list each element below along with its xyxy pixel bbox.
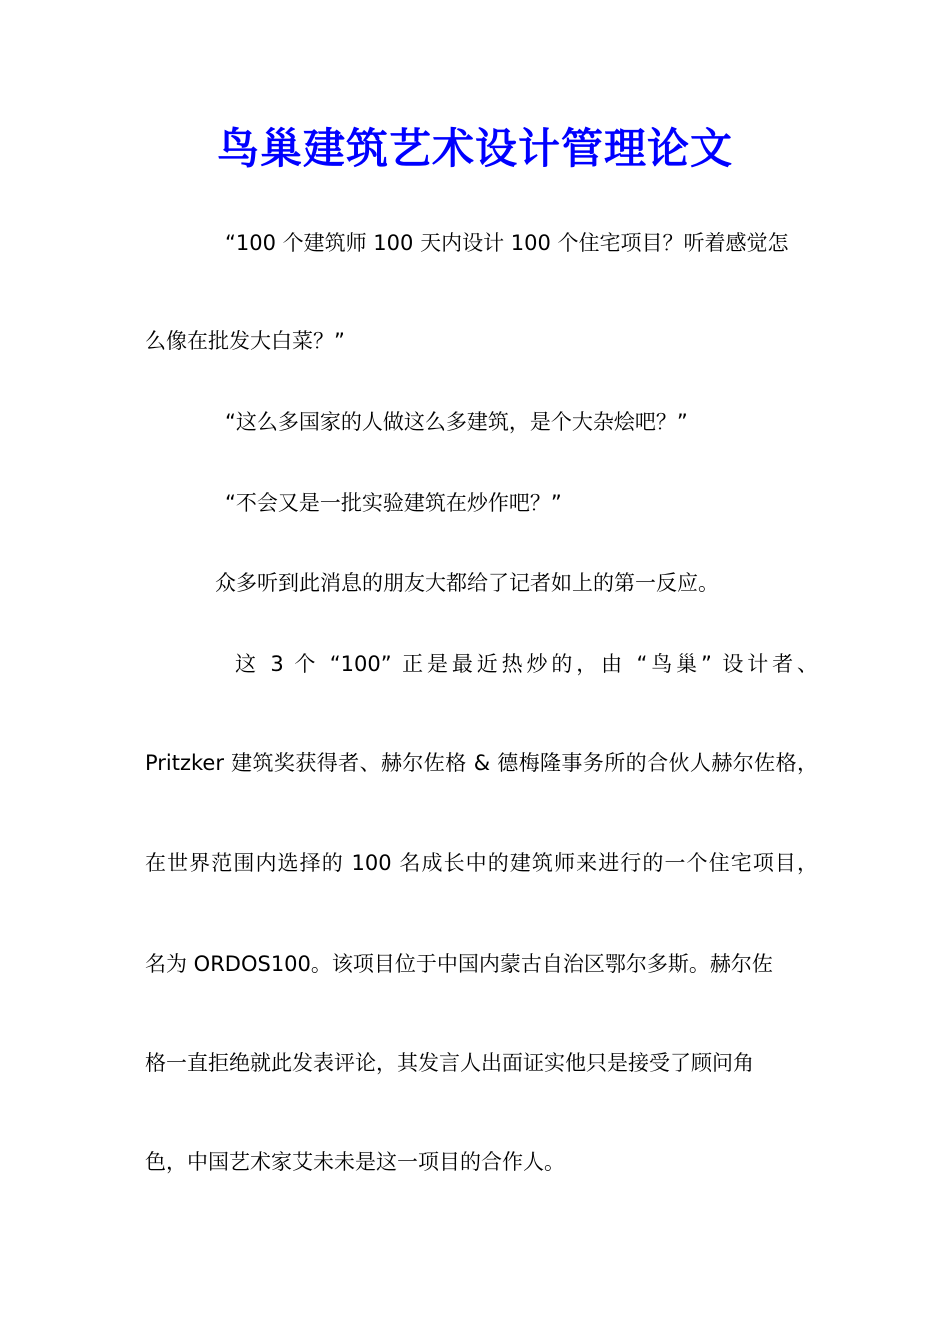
paragraph-line: 众多听到此消息的朋友大都给了记者如上的第一反应。: [215, 571, 719, 595]
paragraph-line: 么像在批发大白菜？”: [145, 329, 345, 353]
paragraph-line: 格一直拒绝就此发表评论，其发言人出面证实他只是接受了顾问角: [145, 1051, 754, 1075]
paragraph-line: “这么多国家的人做这么多建筑，是个大杂烩吧？”: [225, 410, 688, 434]
paragraph-line: 名为 ORDOS100。该项目位于中国内蒙古自治区鄂尔多斯。赫尔佐: [145, 952, 773, 976]
paragraph-line: 色，中国艺术家艾未未是这一项目的合作人。: [145, 1150, 565, 1174]
paragraph-line: 在世界范围内选择的 100 名成长中的建筑师来进行的一个住宅项目，: [145, 851, 818, 875]
paragraph-line: “100 个建筑师 100 天内设计 100 个住宅项目？听着感觉怎: [225, 231, 789, 255]
paragraph-line: Pritzker 建筑奖获得者、赫尔佐格 & 德梅隆事务所的合伙人赫尔佐格，: [145, 751, 818, 775]
paragraph-line: “不会又是一批实验建筑在炒作吧？”: [225, 491, 562, 515]
document-title: 鸟巢建筑艺术设计管理论文: [216, 124, 733, 173]
paragraph-line: 这 3 个 “100” 正是最近热炒的，由 “鸟巢” 设计者、: [235, 652, 818, 676]
